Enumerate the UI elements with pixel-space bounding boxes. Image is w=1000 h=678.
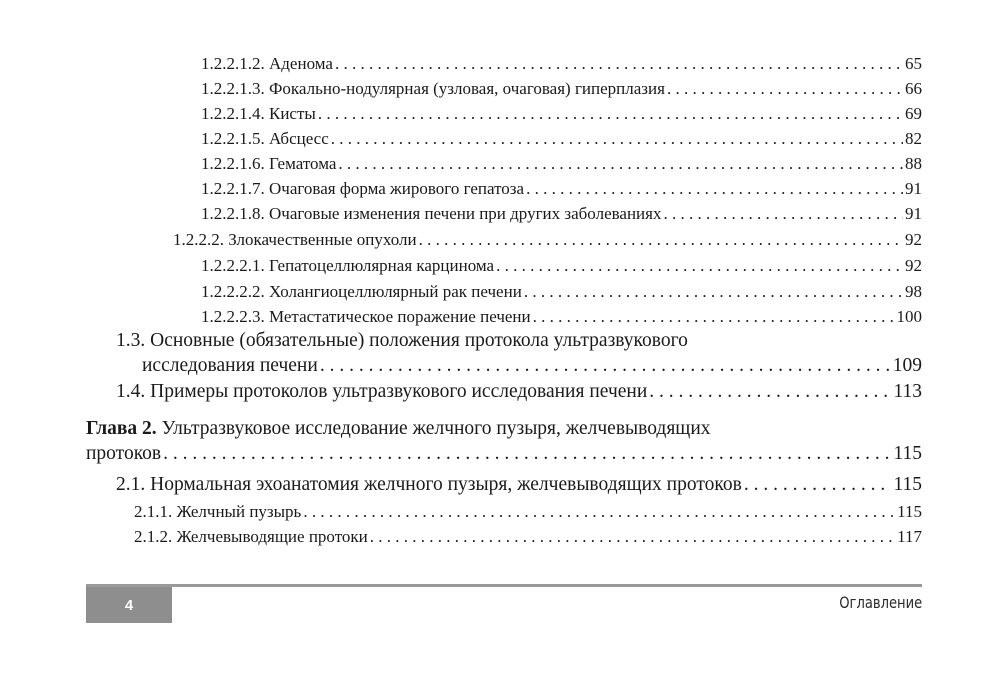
- toc-entry-label: 1.2.2.1.8. Очаговые изменения печени при других заболеваниях: [201, 204, 662, 223]
- toc-entry-page: 117: [897, 527, 922, 546]
- leader-dots: [370, 527, 895, 547]
- chapter-2-line1: Ультразвуковое исследование желчного пузыря, желчевыводящих: [161, 418, 711, 439]
- toc-entry-page: 115: [897, 502, 922, 521]
- leader-dots: [320, 355, 891, 377]
- leader-dots: [667, 79, 903, 99]
- page-number: 4: [124, 596, 134, 614]
- toc-entry-page: 65: [905, 54, 922, 73]
- toc-entry-label: 1.2.2.1.5. Абсцесс: [201, 129, 329, 148]
- toc-entry: [201, 79, 922, 99]
- toc-entry-page: 113: [893, 381, 922, 402]
- leader-dots: [533, 307, 895, 327]
- toc-entry: [201, 204, 922, 224]
- chapter-2-entry: [86, 443, 922, 465]
- toc-entry-page: 82: [905, 129, 922, 148]
- toc-entry-label: 1.2.2.1.3. Фокально-нодулярная (узловая, очаговая) гиперплазия: [201, 79, 665, 98]
- toc-entry: [201, 129, 922, 149]
- toc-entry-label: 2.1.1. Желчный пузырь: [134, 502, 302, 521]
- toc-entry-label: исследования печени: [142, 355, 318, 376]
- toc-entry-label: 1.2.2.1.4. Кисты: [201, 104, 316, 123]
- toc-entry: [201, 307, 922, 327]
- toc-section-2-1-2: [134, 527, 922, 547]
- toc-entry-label: 1.2.2.2.1. Гепатоцеллюлярная карцинома: [201, 256, 495, 275]
- toc-entry-label: 1.4. Примеры протоколов ультразвукового исследования печени: [116, 381, 648, 402]
- toc-entry: [201, 256, 922, 276]
- toc-section-1-3-line1: 1.3. Основные (обязательные) положения протокола ультразвукового: [116, 330, 688, 351]
- toc-entry-label: 2.1. Нормальная эхоанатомия желчного пузыря, желчевыводящих протоков: [116, 474, 742, 495]
- toc-entry-page: 66: [905, 79, 922, 98]
- toc-entry-page: 115: [893, 443, 922, 464]
- toc-entry-page: 91: [905, 204, 922, 223]
- toc-entry: [201, 104, 922, 124]
- leader-dots: [331, 129, 903, 149]
- toc-entry-label: протоков: [86, 443, 162, 464]
- toc-entry-label: 1.2.2.2. Злокачественные опухоли: [173, 230, 417, 249]
- toc-entry-page: 92: [905, 230, 922, 249]
- leader-dots: [526, 179, 903, 199]
- leader-dots: [303, 502, 895, 522]
- toc-entry-page: 115: [893, 474, 922, 495]
- leader-dots: [496, 256, 903, 276]
- toc-entry: [201, 282, 922, 302]
- footer-divider: [86, 584, 922, 587]
- toc-entry-page: 88: [905, 154, 922, 173]
- toc-section-2-1: [116, 474, 922, 496]
- leader-dots: [649, 381, 891, 403]
- toc-section-2-1-1: [134, 502, 922, 522]
- leader-dots: [663, 204, 903, 224]
- leader-dots: [318, 104, 903, 124]
- toc-entry-page: 91: [905, 179, 922, 198]
- toc-entry-label: 2.1.2. Желчевыводящие протоки: [134, 527, 368, 546]
- toc-entry-label: 1.2.2.2.3. Метастатическое поражение печени: [201, 307, 531, 326]
- toc-entry-label: 1.2.2.1.7. Очаговая форма жирового гепатоза: [201, 179, 525, 198]
- toc-entry-label: 1.2.2.1.6. Гематома: [201, 154, 337, 173]
- page-number-badge: [86, 587, 172, 623]
- toc-entry: [201, 179, 922, 199]
- leader-dots: [335, 54, 903, 74]
- leader-dots: [419, 230, 903, 250]
- chapter-2-prefix: Глава 2.: [86, 418, 157, 439]
- toc-entry-page: 109: [892, 355, 922, 376]
- toc-entry: [173, 230, 922, 250]
- leader-dots: [524, 282, 903, 302]
- toc-entry-page: 69: [905, 104, 922, 123]
- toc-entry-page: 100: [896, 307, 922, 326]
- toc-entry-label: 1.2.2.1.2. Аденома: [201, 54, 333, 73]
- leader-dots: [338, 154, 903, 174]
- toc-entry: [201, 54, 922, 74]
- leader-dots: [163, 443, 891, 465]
- toc-entry: [201, 154, 922, 174]
- toc-section-1-4: [116, 381, 922, 403]
- leader-dots: [744, 474, 892, 496]
- toc-section-1-3: [142, 355, 922, 377]
- running-footer-title: Оглавление: [838, 593, 922, 612]
- chapter-2-title: [86, 418, 711, 440]
- toc-entry-page: 98: [905, 282, 922, 301]
- toc-entry-page: 92: [905, 256, 922, 275]
- toc-entry-label: 1.2.2.2.2. Холангиоцеллюлярный рак печени: [201, 282, 522, 301]
